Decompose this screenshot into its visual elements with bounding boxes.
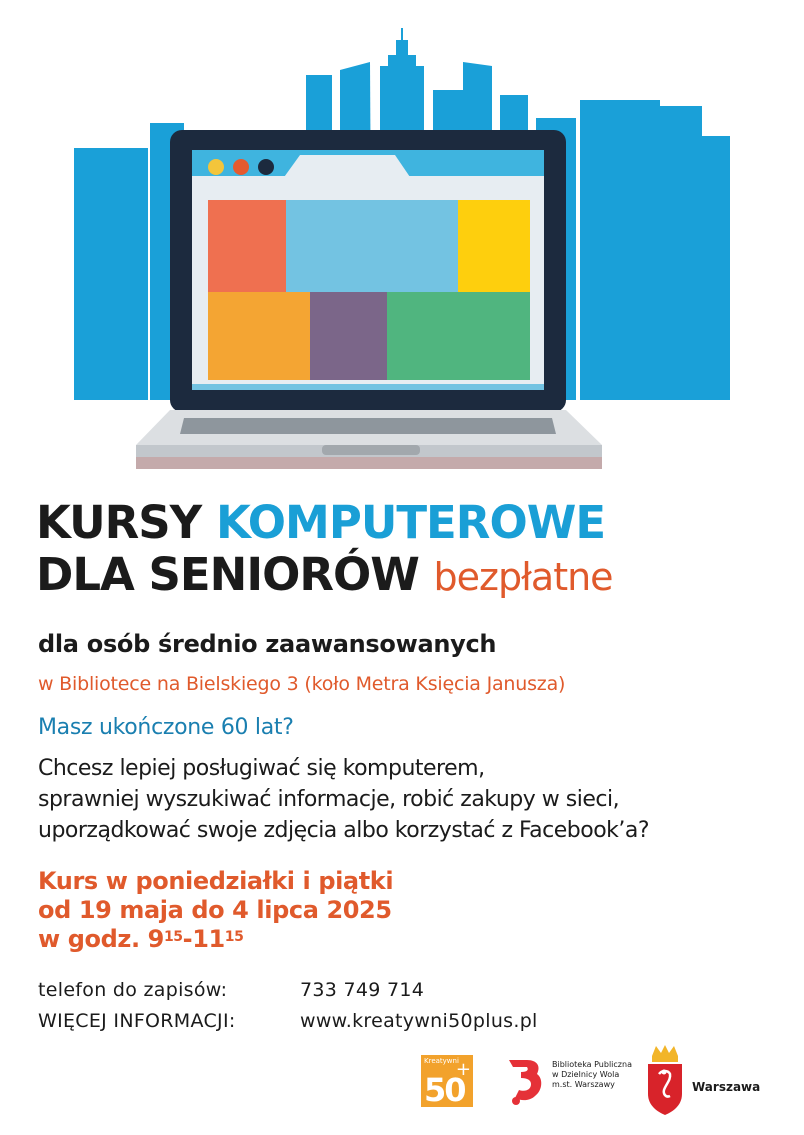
free-label: bezpłatne bbox=[433, 555, 613, 599]
biblioteka-text bbox=[552, 1060, 632, 1090]
warszawa-label: Warszawa bbox=[692, 1080, 761, 1094]
schedule-dates: od 19 maja do 4 lipca 2025 bbox=[38, 896, 392, 924]
info-link[interactable]: www.kreatywni50plus.pl bbox=[300, 1010, 538, 1032]
schedule bbox=[38, 867, 393, 954]
laptop-icon bbox=[136, 130, 602, 469]
location: w Bibliotece na Bielskiego 3 (koło Metra Księcia Janusza) bbox=[38, 673, 566, 695]
time-end-min: 15 bbox=[224, 929, 244, 945]
body-text bbox=[38, 753, 649, 846]
age-question: Masz ukończone 60 lat? bbox=[38, 715, 294, 740]
body-line: uporządkować swoje zdjęcia albo korzystać z Facebook’a? bbox=[38, 818, 650, 843]
title-dla-seniorow: DLA SENIORÓW bbox=[36, 548, 419, 601]
title-line-1 bbox=[36, 498, 605, 548]
schedule-hours bbox=[38, 925, 393, 954]
subtitle: dla osób średnio zaawansowanych bbox=[38, 630, 497, 658]
title-kursy: KURSY bbox=[36, 496, 202, 549]
kreatywni-50: 50 bbox=[424, 1071, 465, 1109]
warszawa-crest-icon bbox=[644, 1044, 686, 1116]
info-label: WIĘCEJ INFORMACJI: bbox=[38, 1010, 236, 1032]
kreatywni-plus: + bbox=[455, 1059, 471, 1080]
biblioteka-line: w Dzielnicy Wola bbox=[552, 1070, 620, 1079]
body-line: sprawniej wyszukiwać informacje, robić zakupy w sieci, bbox=[38, 787, 620, 812]
phone-value: 733 749 714 bbox=[300, 979, 425, 1001]
time-start-min: 15 bbox=[163, 929, 183, 945]
schedule-days: Kurs w poniedziałki i piątki bbox=[38, 867, 394, 895]
title-line-2 bbox=[36, 550, 613, 602]
time-sep: - bbox=[182, 925, 193, 953]
title-komputerowe: KOMPUTEROWE bbox=[215, 496, 606, 549]
info-row bbox=[38, 1006, 638, 1037]
biblioteka-line: Biblioteka Publiczna bbox=[552, 1060, 632, 1069]
schedule-prefix: w godz. bbox=[38, 925, 148, 953]
body-line: Chcesz lepiej posługiwać się komputerem, bbox=[38, 756, 485, 781]
time-end-hour: 11 bbox=[192, 925, 225, 953]
phone-row bbox=[38, 975, 638, 1006]
kreatywni-logo bbox=[421, 1055, 473, 1107]
biblioteka-logo-icon bbox=[505, 1056, 549, 1108]
kreatywni-small-text: Kreatywni bbox=[424, 1057, 459, 1065]
phone-label: telefon do zapisów: bbox=[38, 979, 228, 1001]
biblioteka-line: m.st. Warszawy bbox=[552, 1080, 615, 1089]
hero-illustration bbox=[0, 0, 804, 480]
time-start-hour: 9 bbox=[147, 925, 164, 953]
